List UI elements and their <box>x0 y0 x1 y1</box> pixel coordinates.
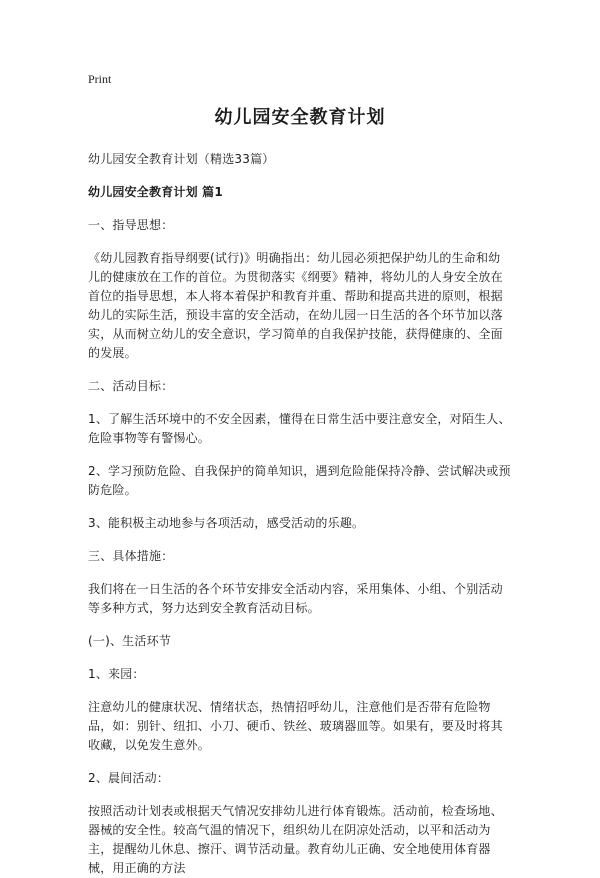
heading-guiding-thought: 一、指导思想： <box>88 218 174 232</box>
section-heading: 幼儿园安全教育计划 篇1 <box>88 185 223 199</box>
heading-measures: 三、具体措施： <box>88 549 174 563</box>
paragraph-goal-1: 1、了解生活环境中的不安全因素，懂得在日常生活中要注意安全，对陌生人、危险事物等有警惕心。 <box>88 412 511 445</box>
paragraph-arrival: 注意幼儿的健康状况、情绪状态，热情招呼幼儿，注意他们是否带有危险物品，如：别针、纽扣、小刀、硬币、铁丝、玻璃器皿等。如果有，要及时将其收藏，以免发生意外。 <box>88 700 503 752</box>
paragraph-guiding-thought: 《幼儿园教育指导纲要(试行)》明确指出：幼儿园必须把保护幼儿的生命和幼儿的健康放在工作的首位。为贯彻落实《纲要》精神，将幼儿的人身安全放在首位的指导思想，本人将本着保护和教育并重、帮助和提高共进的原则，根据幼儿的实际生活，预设丰富的安全活动，在幼儿园一日生活的各个环节加以落实，从而树立幼儿的安全意识，学习简单的自我保护技能，获得健康的、全面的发展。 <box>88 251 503 360</box>
heading-arrival: 1、来园： <box>88 667 145 681</box>
paragraph-morning-activity: 按照活动计划表或根据天气情况安排幼儿进行体育锻炼。活动前，检查场地、器械的安全性。较高气温的情况下，组织幼儿在阴凉处活动，以平和活动为主，提醒幼儿休息、擦汗、调节活动量。教育幼儿正确、安全地使用体育器械，用正确的方法 <box>88 804 503 875</box>
document-subtitle: 幼儿园安全教育计划（精选33篇） <box>88 152 275 166</box>
paragraph-measures: 我们将在一日生活的各个环节安排安全活动内容，采用集体、小组、个别活动等多种方式，努力达到安全教育活动目标。 <box>88 582 503 615</box>
print-link[interactable]: Print <box>88 72 112 86</box>
heading-daily-life: (一)、生活环节 <box>88 634 171 648</box>
paragraph-goal-2: 2、学习预防危险、自我保护的简单知识，遇到危险能保持冷静、尝试解决或预防危险。 <box>88 464 511 497</box>
paragraph-goal-3: 3、能积极主动地参与各项活动，感受活动的乐趣。 <box>88 516 365 530</box>
heading-morning-activity: 2、晨间活动： <box>88 771 170 785</box>
heading-activity-goals: 二、活动目标： <box>88 379 174 393</box>
document-title: 幼儿园安全教育计划 <box>214 107 386 128</box>
